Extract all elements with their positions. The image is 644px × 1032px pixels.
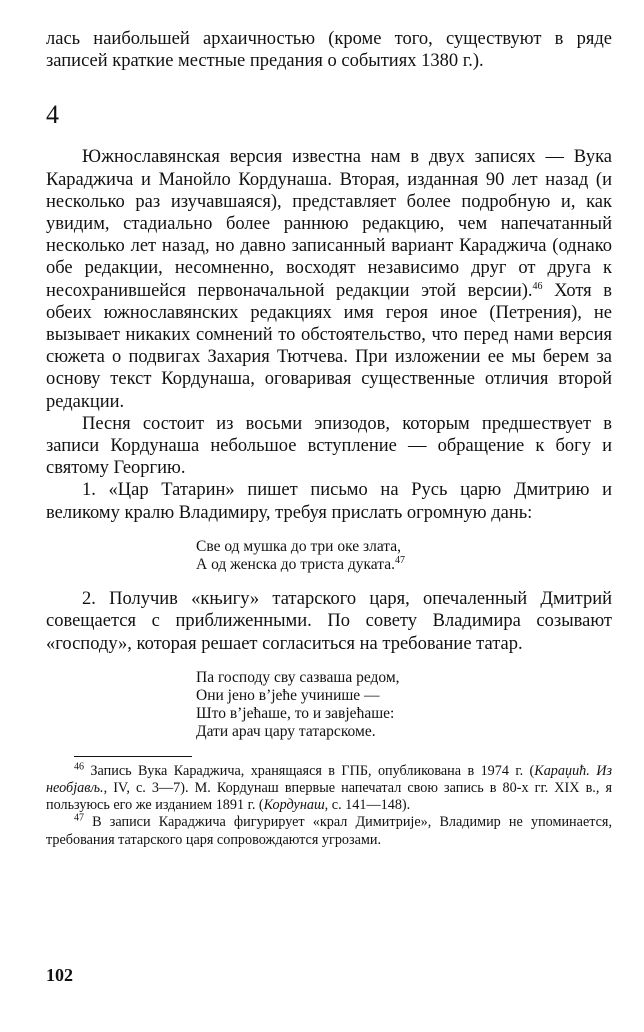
section-number: 4 [46,100,59,130]
page-number: 102 [46,965,73,985]
verse-quote-1 [196,538,612,574]
footnote-text: , с. 141—148). [324,797,411,814]
footnotes [46,756,612,849]
episode-2-paragraph: 2. Получив «књигу» татарского царя, опечаленный Дмитрий совещается с приближенными. По совету Владимира созывают «господу», которая решает согласиться на требование татар. [46,589,612,654]
footnote-number: 46 [74,760,84,772]
footnote-divider [74,756,192,757]
book-page [46,28,612,849]
verse-line: Они јено в’јеће учинише — [196,687,380,705]
episode-1-paragraph: 1. «Цар Татарин» пишет письмо на Русь царю Дмитрию и великому кралю Владимиру, требуя прислать огромную дань: [46,480,612,523]
footnote-47 [46,814,612,848]
footnote-number: 47 [74,812,84,824]
verse-line: Дати арач цару татарскоме. [196,723,376,741]
verse-line: Што в’јећаше, то и завјећаше: [196,705,395,723]
footnote-46 [46,760,613,815]
footnote-text: В записи Караджича фигурирует «крал Димитрије», Владимир не упоминается, требования татарского царя сопровождаются угрозами. [46,814,612,848]
paragraph-text-before-note: Южнославянская версия известна нам в двух записях — Вука Караджича и Манойло Кордунаша. Вторая, изданная 90 лет назад (и несколько раз изучавшаяся), представляет более подробную и, как увидим, стадиально более раннюю редакцию, чем напечатанный несколько лет назад, но давно записанный вариант Караджича (однако обе редакции, несомненно, восходят независимо друг от друга к несохранившейся первоначальной редакции этой версии). [46,147,612,301]
footnote-text: Запись Вука Караджича, хранящаяся в ГПБ, опубликована в 1974 г. ( [84,762,535,779]
paragraph-version-description [46,146,612,412]
footnote-ref-47[interactable]: 47 [395,554,405,566]
verse-quote-2 [196,669,612,742]
verse-line: Све од мушка до три оке злата, [196,537,402,555]
verse-line-with-note [196,556,612,574]
verse-line: А од женска до триста дуката. [196,556,395,574]
paragraph-song-structure: Песня состоит из восьми эпизодов, которым предшествует в записи Кордунаша небольшое вступление — обращение к богу и святому Георгию. [46,413,612,479]
footnote-ref-46[interactable]: 46 [532,280,543,292]
verse-line: Па господу сву сазваша редом, [196,668,400,686]
footnote-source-title: Караџић. Из необјављ. [46,762,613,796]
paragraph-text-after-note: Хотя в обеих южнославянских редакциях имя героя иное (Петрения), не вызывает никаких сомнений то обстоятельство, что перед нами версия сюжета о подвигах Захария Тютчева. При изложении ее мы берем за основу текст Кордунаша, оговаривая существенные отличия второй редакции. [46,280,612,412]
footnote-text: , IV, с. 3—7). М. Кордунаш впервые напечатал свою запись в 80-х гг. XIX в., я пользуюсь его же изданием 1891 г. ( [46,779,612,814]
footnote-source-author: Кордунаш [263,797,325,814]
continuation-paragraph: лась наибольшей архаичностью (кроме того, существуют в ряде записей краткие местные предания о событиях 1380 г.). [46,29,612,72]
